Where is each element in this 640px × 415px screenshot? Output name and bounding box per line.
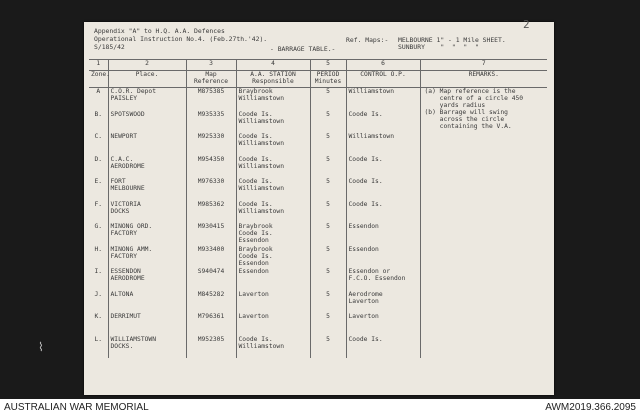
- place-cell: DERRIMUT: [108, 313, 186, 336]
- place-cell: MINONG AMM. FACTORY: [108, 246, 186, 269]
- station-cell: Coode Is. Williamstown: [236, 201, 310, 224]
- control-cell: Laverton: [346, 313, 420, 336]
- header-station: A.A. STATION Responsible: [236, 71, 310, 88]
- control-cell: Essendon or F.C.O. Essendon: [346, 268, 420, 291]
- col-number: 2: [108, 60, 186, 71]
- zone-cell: F.: [94, 200, 103, 208]
- station-cell: Coode Is. Williamstown: [236, 111, 310, 134]
- zone-cell: H.: [94, 245, 103, 253]
- control-cell: Coode Is.: [346, 201, 420, 224]
- period-cell: 5: [310, 223, 346, 246]
- zone-cell: A: [96, 88, 101, 95]
- footer-credit: AUSTRALIAN WAR MEMORIAL: [4, 402, 149, 413]
- period-cell: 5: [310, 178, 346, 201]
- zone-cell: B.: [94, 110, 103, 118]
- period-cell: 5: [310, 111, 346, 134]
- zone-cell: L.: [94, 335, 103, 343]
- zone-cell: I.: [94, 268, 103, 275]
- footer: [0, 399, 640, 415]
- station-cell: Coode Is. Williamstown: [236, 336, 310, 359]
- place-cell: C.A.C. AERODROME: [108, 156, 186, 179]
- place-cell: ALTONA: [108, 291, 186, 314]
- document-sheet: [84, 22, 554, 395]
- map-reference-cell: M930415: [186, 223, 236, 246]
- period-cell: 5: [310, 133, 346, 156]
- map-reference-cell: M985362: [186, 201, 236, 224]
- map-reference-cell: M925330: [186, 133, 236, 156]
- col-number: 1: [89, 60, 108, 71]
- period-cell: 5: [310, 291, 346, 314]
- period-cell: 5: [310, 268, 346, 291]
- zone-cell: C.: [94, 133, 103, 140]
- ref-maps-label: Ref. Maps:-: [346, 36, 389, 44]
- remarks-cell: (a) Map reference is the centre of a circle 450 yards radius (b) Barrage will swing across the circle containing the V.A.: [420, 88, 547, 359]
- footer-accession: AWM2019.366.2095: [545, 402, 636, 413]
- header-period: PERIOD Minutes: [310, 71, 346, 88]
- col-number: 4: [236, 60, 310, 71]
- zone-cell: D.: [94, 155, 103, 163]
- period-cell: 5: [310, 201, 346, 224]
- place-cell: NEWPORT: [108, 133, 186, 156]
- station-cell: Coode Is. Williamstown: [236, 133, 310, 156]
- map-reference-cell: M796361: [186, 313, 236, 336]
- map-reference-cell: M976330: [186, 178, 236, 201]
- barrage-table: [89, 59, 547, 358]
- col-number: 3: [186, 60, 236, 71]
- map-reference-cell: S940474: [186, 268, 236, 291]
- map-ref-1: MELBOURNE 1" - 1 Mile SHEET.: [398, 36, 506, 44]
- place-cell: VICTORIA DOCKS: [108, 201, 186, 224]
- station-cell: Braybrook Coode Is. Essendon: [236, 246, 310, 269]
- control-cell: Coode Is.: [346, 336, 420, 359]
- header-line2: Operational Instruction No.4. (Feb.27th.'42).: [94, 35, 268, 43]
- period-cell: 5: [310, 313, 346, 336]
- table-row: [89, 88, 547, 111]
- place-cell: ESSENDON AERODROME: [108, 268, 186, 291]
- place-cell: WILLIAMSTOWN DOCKS.: [108, 336, 186, 359]
- map-reference-cell: M935335: [186, 111, 236, 134]
- period-cell: 5: [310, 246, 346, 269]
- period-cell: 5: [310, 336, 346, 359]
- header-place: Place.: [108, 71, 186, 88]
- zone-cell: E.: [94, 178, 103, 185]
- zone-cell: J.: [94, 290, 103, 298]
- map-reference-cell: M952305: [186, 336, 236, 359]
- control-cell: Williamstown: [346, 133, 420, 156]
- column-number-row: [89, 60, 547, 71]
- control-cell: Coode Is.: [346, 178, 420, 201]
- control-cell: Essendon: [346, 246, 420, 269]
- map-reference-cell: M933400: [186, 246, 236, 269]
- map-reference-cell: M875385: [186, 88, 236, 111]
- zone-cell: G.: [94, 223, 103, 230]
- station-cell: Braybrook Williamstown: [236, 88, 310, 111]
- table-title: - BARRAGE TABLE.-: [270, 45, 336, 53]
- pencil-mark: ⌇: [38, 340, 44, 354]
- place-cell: MINONG ORD. FACTORY: [108, 223, 186, 246]
- header-ref: S/185/42: [94, 43, 125, 51]
- zone-cell: K.: [94, 313, 103, 320]
- station-cell: Coode Is. Williamstown: [236, 156, 310, 179]
- place-cell: C.O.R. Depot PAISLEY: [108, 88, 186, 111]
- period-cell: 5: [310, 88, 346, 111]
- place-cell: SPOTSWOOD: [108, 111, 186, 134]
- header-zone: Zone.: [89, 71, 108, 88]
- station-cell: Laverton: [236, 313, 310, 336]
- control-cell: Coode Is.: [346, 156, 420, 179]
- station-cell: Coode Is. Williamstown: [236, 178, 310, 201]
- map-ref-2: SUNBURY " " " ": [398, 43, 479, 51]
- station-cell: Braybrook Coode Is. Essendon: [236, 223, 310, 246]
- col-number: 5: [310, 60, 346, 71]
- header-control: CONTROL O.P.: [346, 71, 420, 88]
- control-cell: Essendon: [346, 223, 420, 246]
- map-reference-cell: M954350: [186, 156, 236, 179]
- control-cell: Coode Is.: [346, 111, 420, 134]
- station-cell: Essendon: [236, 268, 310, 291]
- map-reference-cell: M845282: [186, 291, 236, 314]
- place-cell: FORT MELBOURNE: [108, 178, 186, 201]
- col-number: 6: [346, 60, 420, 71]
- page-number: 2: [523, 18, 530, 31]
- header-map-reference: Map Reference: [186, 71, 236, 88]
- control-cell: Aerodrome Laverton: [346, 291, 420, 314]
- station-cell: Laverton: [236, 291, 310, 314]
- period-cell: 5: [310, 156, 346, 179]
- column-header-row: [89, 71, 547, 88]
- header-line1: Appendix "A" to H.Q. A.A. Defences: [94, 27, 225, 35]
- control-cell: Williamstown: [346, 88, 420, 111]
- col-number: 7: [420, 60, 547, 71]
- header-remarks: REMARKS.: [420, 71, 547, 88]
